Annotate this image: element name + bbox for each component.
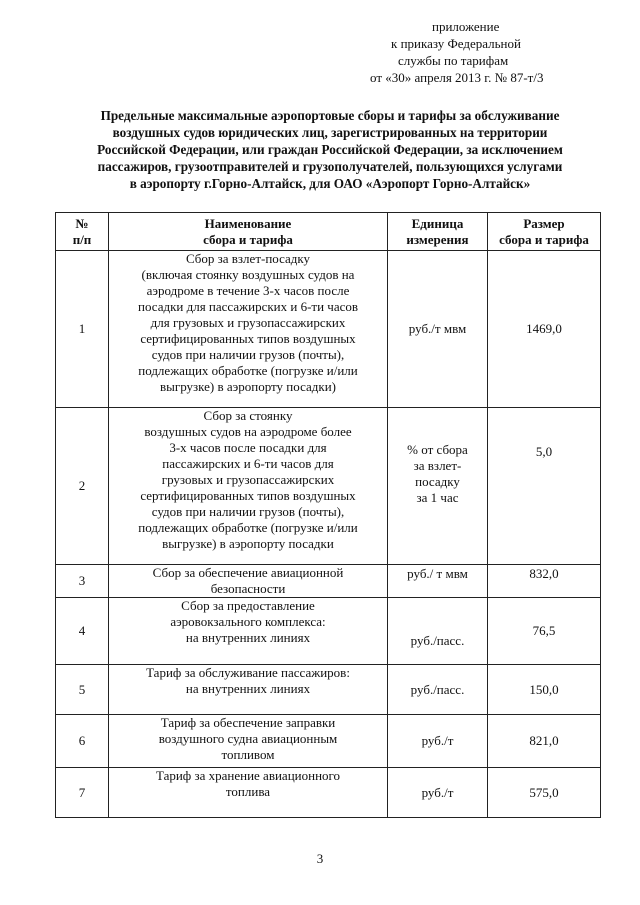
- fee-name: [109, 408, 388, 565]
- row-number: 4: [56, 598, 109, 665]
- fee-unit-line: руб./т: [421, 784, 454, 800]
- fee-amount: 5,0: [488, 408, 601, 565]
- fee-name-line: сертифицированных типов воздушных: [140, 331, 356, 346]
- fee-unit-line: посадку: [415, 474, 460, 489]
- table-row: [56, 251, 601, 408]
- fee-name-line: грузовых и грузопассажирских: [161, 472, 335, 487]
- header-num-line: №: [75, 215, 89, 231]
- title-line: воздушных судов юридических лиц, зарегистрированных на территории: [112, 125, 548, 140]
- fee-unit: [388, 715, 488, 768]
- fee-name-line: подлежащих обработке (погрузке и/или: [138, 363, 358, 378]
- fee-unit: [388, 665, 488, 715]
- fee-name-line: выгрузке) в аэропорту посадки): [160, 379, 336, 394]
- fee-amount: 150,0: [488, 665, 601, 715]
- page-number: 3: [316, 851, 324, 866]
- fee-name-line: 3-х часов после посадки для: [169, 440, 327, 455]
- fee-unit-line: за взлет-: [413, 458, 462, 473]
- header-size-line: сбора и тарифа: [499, 231, 589, 247]
- row-number: 7: [56, 768, 109, 818]
- header-name: [109, 213, 388, 251]
- row-number: 2: [56, 408, 109, 565]
- fee-name-line: топливом: [221, 747, 275, 762]
- fee-unit: [388, 598, 488, 665]
- header-name-line: сбора и тарифа: [203, 231, 293, 247]
- fee-name-line: безопасности: [210, 581, 286, 596]
- title-line: Российской Федерации, или граждан Российской Федерации, за исключением: [97, 142, 563, 157]
- fee-unit: [388, 408, 488, 565]
- header-unit: [388, 213, 488, 251]
- table-row: [56, 715, 601, 768]
- fee-name-line: Сбор за взлет-посадку: [185, 251, 311, 266]
- fee-name-line: топлива: [225, 784, 271, 799]
- fee-unit-line: руб./пасс.: [410, 681, 465, 697]
- fee-name-line: сертифицированных типов воздушных: [140, 488, 356, 503]
- document-header: [370, 18, 600, 86]
- fee-name-line: воздушного судна авиационным: [158, 731, 338, 746]
- fee-name-line: Тариф за хранение авиационного: [155, 768, 341, 783]
- fees-table: [55, 212, 601, 818]
- fee-amount: 76,5: [488, 598, 601, 665]
- row-number: 6: [56, 715, 109, 768]
- header-unit-line: измерения: [406, 231, 469, 247]
- fee-name: [109, 715, 388, 768]
- fee-name-line: воздушных судов на аэродроме более: [144, 424, 352, 439]
- fee-name: [109, 251, 388, 408]
- row-number: 3: [56, 565, 109, 598]
- fee-name-line: выгрузке) в аэропорту посадки: [162, 536, 334, 551]
- fee-name-line: аэровокзального комплекса:: [170, 614, 326, 629]
- table-row: [56, 768, 601, 818]
- fee-amount: 1469,0: [488, 251, 601, 408]
- fee-name-line: судов при наличии грузов (почты),: [151, 347, 345, 362]
- fee-name-line: посадки для пассажирских и 6-ти часов: [137, 299, 359, 314]
- header-name-line: Наименование: [204, 215, 292, 231]
- fee-name-line: для грузовых и грузопассажирских: [150, 315, 346, 330]
- fee-unit-line: руб./ т мвм: [407, 566, 468, 581]
- fee-name-line: Тариф за обеспечение заправки: [160, 715, 336, 730]
- title-line: в аэропорту г.Горно-Алтайск, для ОАО «Аэропорт Горно-Алтайск»: [129, 176, 531, 191]
- header-size-line: Размер: [523, 215, 565, 231]
- row-number: 1: [56, 251, 109, 408]
- fee-unit-line: руб./т: [421, 733, 454, 748]
- fee-name: [109, 565, 388, 598]
- fee-name-line: судов при наличии грузов (почты),: [151, 504, 345, 519]
- header-line: приложение: [432, 19, 500, 34]
- fee-name: [109, 598, 388, 665]
- table-row: [56, 408, 601, 565]
- fee-unit-line: за 1 час: [416, 490, 459, 505]
- fee-name-line: аэродроме в течение 3-х часов после: [146, 283, 350, 298]
- header-num: [56, 213, 109, 251]
- header-num-line: п/п: [72, 231, 92, 247]
- fee-name-line: подлежащих обработке (погрузке и/или: [138, 520, 358, 535]
- fee-name-line: на внутренних линиях: [185, 681, 311, 696]
- fee-name: [109, 665, 388, 715]
- fee-name: [109, 768, 388, 818]
- fee-name-line: Сбор за предоставление: [181, 598, 315, 613]
- table-row: [56, 665, 601, 715]
- fee-unit-line: руб./т мвм: [408, 321, 467, 336]
- fee-name-line: (включая стоянку воздушных судов на: [141, 267, 355, 282]
- table-header-row: [56, 213, 601, 251]
- fee-amount: 575,0: [488, 768, 601, 818]
- fee-name-line: пассажирских и 6-ти часов для: [162, 456, 334, 471]
- document-title: [52, 107, 608, 192]
- table-row: [56, 565, 601, 598]
- header-size: [488, 213, 601, 251]
- header-line: к приказу Федеральной: [391, 36, 521, 51]
- title-line: Предельные максимальные аэропортовые сборы и тарифы за обслуживание: [100, 108, 560, 123]
- fee-unit-line: руб./пасс.: [410, 633, 465, 648]
- fee-unit-line: % от сбора: [407, 442, 468, 457]
- fee-unit: [388, 251, 488, 408]
- fee-amount: 832,0: [488, 565, 601, 598]
- header-line: от «30» апреля 2013 г. № 87-т/3: [370, 70, 544, 85]
- fee-name-line: Тариф за обслуживание пассажиров:: [146, 665, 350, 680]
- fee-amount: 821,0: [488, 715, 601, 768]
- title-line: пассажиров, грузоотправителей и грузополучателей, пользующихся услугами: [97, 159, 563, 174]
- table-row: [56, 598, 601, 665]
- header-unit-line: Единица: [411, 215, 464, 231]
- fee-name-line: Сбор за стоянку: [203, 408, 293, 423]
- row-number: 5: [56, 665, 109, 715]
- fee-unit: [388, 565, 488, 598]
- fee-name-line: на внутренних линиях: [185, 630, 311, 645]
- fee-name-line: Сбор за обеспечение авиационной: [152, 565, 344, 580]
- fee-unit: [388, 768, 488, 818]
- header-line: службы по тарифам: [398, 53, 509, 68]
